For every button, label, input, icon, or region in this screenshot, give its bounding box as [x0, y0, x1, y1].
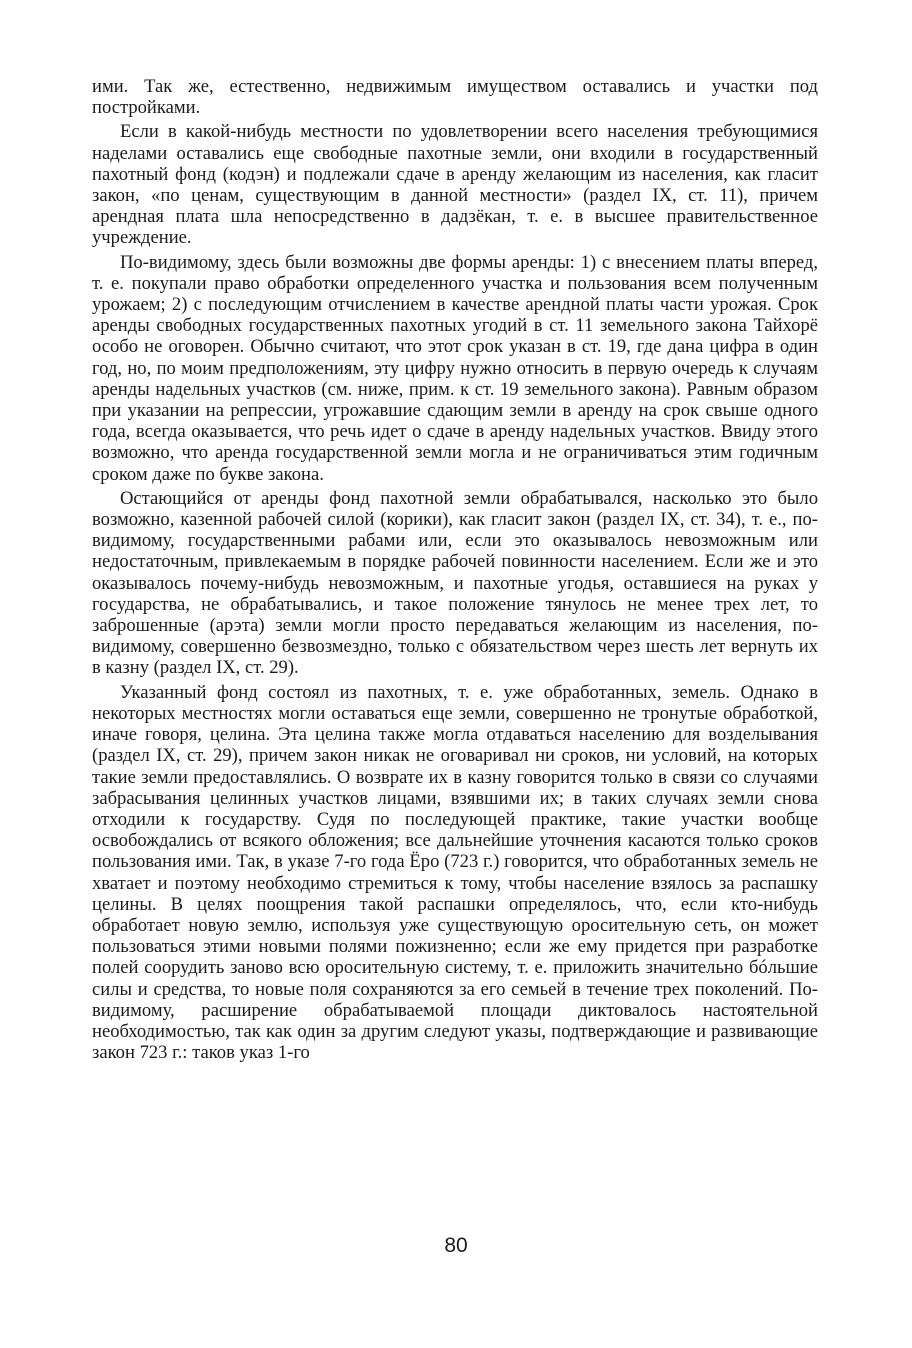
paragraph: Указанный фонд состоял из пахотных, т. е. уже обработанных, земель. Однако в некоторых местностях могли оставаться еще земли, совершенно не тронутые обработкой, иначе говоря, целина. Эта целина также могла отдаваться населению для возделывания (раздел IX, ст. 29), причем закон никак не оговаривал ни сроков, ни условий, на которых такие земли предоставлялись. О возврате их в казну говорится только в связи со случаями забрасывания целинных участков лицами, взявшими их; в таких случаях земли снова отходили к государству. Судя по последующей практике, такие участки вообще освобождались от всякого обложения; все дальнейшие уточнения касаются только сроков пользования ими. Так, в указе 7-го года Ёро (723 г.) говорится, что обработанных земель не хватает и поэтому необходимо стремиться к тому, чтобы население взялось за распашку целины. В целях поощрения такой распашки определялось, что, если кто-нибудь обработает новую землю, используя уже существующую оросительную сеть, он может пользоваться этими новыми полями пожизненно; если же ему придется при разработке полей соорудить заново всю оросительную систему, т. е. приложить значительно бóльшие силы и средства, то новые поля сохраняются за его семьей в течение трех поколений. По-видимому, расширение обрабатываемой площади диктовалось настоятельной необходимостью, так как один за другим следуют указы, подтверждающие и развивающие закон 723 г.: таков указ 1-го: [92, 681, 818, 1064]
paragraph: Остающийся от аренды фонд пахотной земли обрабатывался, насколько это было возможно, казенной рабочей силой (корики), как гласит закон (раздел IX, ст. 34), т. е., по-видимому, государственными рабами или, если это оказывалось невозможным или недостаточным, привлекаемым в порядке рабочей повинности населением. Если же и это оказывалось почему-нибудь невозможным, и пахотные угодья, оставшиеся на руках у государства, не обрабатывались, и такое положение тянулось не менее трех лет, то заброшенные (арэта) земли могли просто передаваться желающим из населения, по-видимому, совершенно безвозмездно, только с обязательством через шесть лет вернуть их в казну (раздел IX, ст. 29).: [92, 487, 818, 679]
paragraph: По-видимому, здесь были возможны две формы аренды: 1) с внесением платы вперед, т. е. покупали право обработки определенного участка и пользования всем полученным урожаем; 2) с последующим отчислением в качестве арендной платы части урожая. Срок аренды свободных государственных пахотных угодий в ст. 11 земельного закона Тайхорё особо не оговорен. Обычно считают, что этот срок указан в ст. 19, где дана цифра в один год, но, по моим предположениям, эту цифру нужно относить в первую очередь к случаям аренды надельных участков (см. ниже, прим. к ст. 19 земельного закона). Равным образом при указании на репрессии, угрожавшие сдающим земли в аренду на срок свыше одного года, всегда оказывается, что речь идет о сдаче в аренду надельных участков. Ввиду этого возможно, что аренда государственной земли могла и не ограничиваться этим годичным сроком даже по букве закона.: [92, 251, 818, 485]
page-number: 80: [444, 1234, 468, 1257]
paragraph: Если в какой-нибудь местности по удовлетворении всего населения требующимися наделами оставались еще свободные пахотные земли, они входили в государственный пахотный фонд (кодэн) и подлежали сдаче в аренду желающим из населения, как гласит закон, «по ценам, существующим в данной местности» (раздел IX, ст. 11), причем арендная плата шла непосредственно в дадзёкан, т. е. в высшее правительственное учреждение.: [92, 121, 818, 249]
paragraph: ими. Так же, естественно, недвижимым имуществом оставались и участки под постройками.: [92, 76, 818, 119]
body-text: [92, 76, 818, 1066]
